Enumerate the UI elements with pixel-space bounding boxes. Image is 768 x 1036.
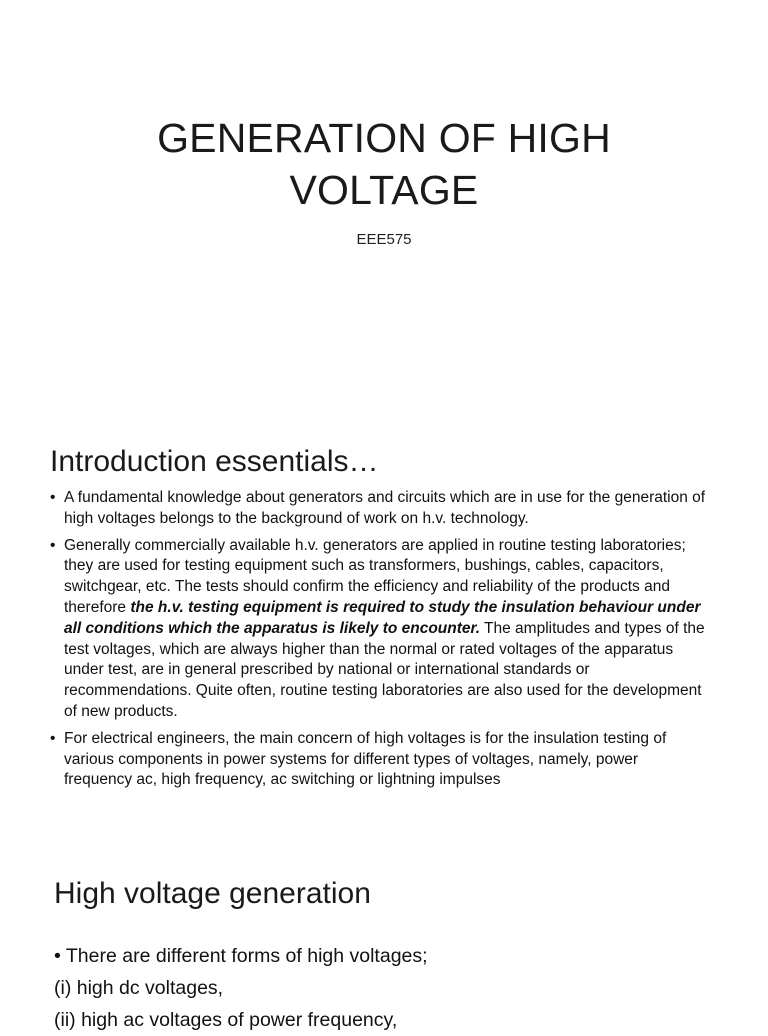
generation-heading: High voltage generation [54, 877, 371, 910]
course-code: EEE575 [356, 231, 412, 248]
generation-list [54, 940, 734, 1036]
list-item: • There are different forms of high voltages; [54, 945, 428, 967]
list-item: (ii) high ac voltages of power frequency, [54, 1009, 398, 1031]
slide-title-line-2: VOLTAGE [289, 167, 479, 213]
bullet-text-before: Generally commercially available h.v. generators are applied in routine testing laboratories; they are used for testing equipment such as transformers, bushings, cables, capacitors, switchgear, etc. The tests should confirm the efficiency and reliability of the products and therefore [64, 536, 686, 616]
generation-slide [0, 860, 768, 1031]
slide-title [0, 112, 768, 216]
list-item [50, 536, 710, 723]
list-item: (i) high dc voltages, [54, 977, 224, 999]
title-slide [0, 0, 768, 400]
introduction-heading: Introduction essentials… [50, 445, 379, 478]
bullet-text: For electrical engineers, the main concern of high voltages is for the insulation testing of various components in power systems for different types of voltages, namely, power frequency ac, high frequency, ac switching or lightning impulses [64, 729, 667, 789]
bullet-text-emphasis: the h.v. testing equipment is required to study the insulation behaviour under all conditions which the apparatus is likely to encounter. [64, 598, 701, 637]
slide-title-line-1: GENERATION OF HIGH [157, 115, 611, 161]
bullet-text: A fundamental knowledge about generators and circuits which are in use for the generation of high voltages belongs to the background of work on h.v. technology. [64, 489, 706, 527]
bullet-icon: • [50, 729, 56, 747]
introduction-bullet-list [50, 488, 710, 797]
bullet-icon: • [50, 489, 56, 506]
bullet-icon: • [50, 536, 56, 554]
list-item [50, 488, 710, 530]
introduction-slide [0, 430, 768, 850]
list-item [50, 729, 710, 791]
bullet-text-after: The amplitudes and types of the test voltages, which are always higher than the normal or rated voltages of the apparatus under test, are in general prescribed by national or international standards or recommendations. Quite often, routine testing laboratories are also used for the development of new products. [64, 619, 705, 720]
